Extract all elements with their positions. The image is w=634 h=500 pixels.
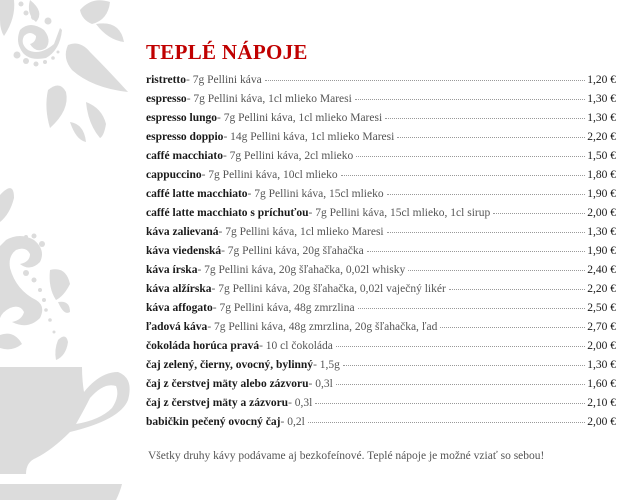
- footer-note: Všetky druhy kávy podávame aj bezkofeínové. Teplé nápoje je možné vziať so sebou!: [148, 449, 545, 462]
- menu-item: [146, 378, 616, 397]
- dot-leader: [387, 193, 586, 195]
- menu-item: [146, 131, 616, 150]
- item-name: káva viedenská: [146, 245, 222, 257]
- menu-item: [146, 321, 616, 340]
- item-price: 2,10 €: [587, 397, 616, 409]
- dot-leader: [343, 364, 585, 366]
- item-description: - 7g Pellini káva, 15cl mlieko: [247, 188, 384, 200]
- menu-item: [146, 340, 616, 359]
- item-description: - 7g Pellini káva, 20g šľahačka, 0,02l vaječný likér: [211, 283, 446, 295]
- item-description: - 7g Pellini káva, 2cl mlieko: [222, 150, 354, 162]
- item-price: 2,00 €: [587, 207, 616, 219]
- item-price: 1,20 €: [587, 74, 616, 86]
- item-name: espresso lungo: [146, 112, 218, 124]
- menu-item: [146, 283, 616, 302]
- dot-leader: [440, 326, 585, 328]
- item-price: 1,50 €: [587, 150, 616, 162]
- item-description: - 7g Pellini káva, 1cl mlieko Maresi: [218, 226, 384, 238]
- section-title: TEPLÉ NÁPOJE: [146, 40, 308, 64]
- menu-item: [146, 245, 616, 264]
- item-name: čaj z čerstvej mäty a zázvoru: [146, 397, 289, 409]
- item-name: espresso: [146, 93, 187, 105]
- item-description: - 7g Pellini káva, 20g šľahačka, 0,02l whisky: [197, 264, 406, 276]
- item-name: cappuccino: [146, 169, 202, 181]
- item-name: čaj z čerstvej mäty alebo zázvoru: [146, 378, 309, 390]
- menu-item: [146, 169, 616, 188]
- item-price: 1,30 €: [587, 93, 616, 105]
- item-description: - 7g Pellini káva, 48g zmrzlina: [212, 302, 355, 314]
- item-price: 2,00 €: [587, 416, 616, 428]
- dot-leader: [265, 79, 586, 81]
- item-name: caffé macchiato: [146, 150, 223, 162]
- item-name: babičkin pečený ovocný čaj: [146, 416, 281, 428]
- dot-leader: [308, 421, 585, 423]
- item-description: - 7g Pellini káva: [186, 74, 262, 86]
- item-name: čaj zelený, čierny, ovocný, bylinný: [146, 359, 314, 371]
- item-description: - 10 cl čokoláda: [259, 340, 333, 352]
- item-description: - 7g Pellini káva, 20g šľahačka: [221, 245, 364, 257]
- dot-leader: [397, 136, 585, 138]
- item-price: 1,90 €: [587, 188, 616, 200]
- item-description: - 0,3l: [308, 378, 333, 390]
- menu-item: [146, 93, 616, 112]
- menu-item: [146, 74, 616, 93]
- dot-leader: [355, 98, 585, 100]
- item-price: 1,30 €: [587, 226, 616, 238]
- dot-leader: [408, 269, 585, 271]
- item-description: - 0,3l: [288, 397, 313, 409]
- item-name: caffé latte macchiato s príchuťou: [146, 207, 309, 219]
- item-price: 2,20 €: [587, 131, 616, 143]
- item-description: - 7g Pellini káva, 48g zmrzlina, 20g šľahačka, ľad: [207, 321, 438, 333]
- item-description: - 7g Pellini káva, 15cl mlieko, 1cl sirup: [308, 207, 491, 219]
- item-description: - 7g Pellini káva, 1cl mlieko Maresi: [186, 93, 352, 105]
- item-description: - 14g Pellini káva, 1cl mlieko Maresi: [223, 131, 395, 143]
- drinks-menu: [146, 74, 616, 435]
- menu-item: [146, 359, 616, 378]
- menu-item: [146, 302, 616, 321]
- item-name: káva affogato: [146, 302, 213, 314]
- item-price: 2,20 €: [587, 283, 616, 295]
- item-price: 2,00 €: [587, 340, 616, 352]
- coffee-cup-decoration: [0, 0, 140, 500]
- dot-leader: [385, 117, 585, 119]
- item-price: 1,90 €: [587, 245, 616, 257]
- item-name: ristretto: [146, 74, 187, 86]
- item-description: - 7g Pellini káva, 10cl mlieko: [201, 169, 338, 181]
- menu-item: [146, 188, 616, 207]
- item-name: espresso doppio: [146, 131, 224, 143]
- dot-leader: [336, 345, 585, 347]
- item-description: - 7g Pellini káva, 1cl mlieko Maresi: [217, 112, 383, 124]
- item-name: káva alžírska: [146, 283, 212, 295]
- item-description: - 1,5g: [313, 359, 340, 371]
- dot-leader: [367, 250, 586, 252]
- item-price: 2,70 €: [587, 321, 616, 333]
- dot-leader: [336, 383, 585, 385]
- item-name: káva zalievaná: [146, 226, 219, 238]
- dot-leader: [493, 212, 585, 214]
- item-name: čokoláda horúca pravá: [146, 340, 260, 352]
- dot-leader: [315, 402, 585, 404]
- item-price: 1,30 €: [587, 112, 616, 124]
- menu-item: [146, 112, 616, 131]
- menu-item: [146, 397, 616, 416]
- menu-item: [146, 416, 616, 435]
- item-name: caffé latte macchiato: [146, 188, 248, 200]
- dot-leader: [387, 231, 586, 233]
- item-description: - 0,2l: [280, 416, 305, 428]
- dot-leader: [358, 307, 586, 309]
- item-name: ľadová káva: [146, 321, 208, 333]
- menu-item: [146, 226, 616, 245]
- item-price: 1,80 €: [587, 169, 616, 181]
- item-price: 2,50 €: [587, 302, 616, 314]
- dot-leader: [356, 155, 585, 157]
- item-price: 1,30 €: [587, 359, 616, 371]
- item-price: 2,40 €: [587, 264, 616, 276]
- item-price: 1,60 €: [587, 378, 616, 390]
- menu-item: [146, 150, 616, 169]
- item-name: káva írska: [146, 264, 198, 276]
- menu-item: [146, 264, 616, 283]
- dot-leader: [341, 174, 586, 176]
- dot-leader: [449, 288, 585, 290]
- menu-item: [146, 207, 616, 226]
